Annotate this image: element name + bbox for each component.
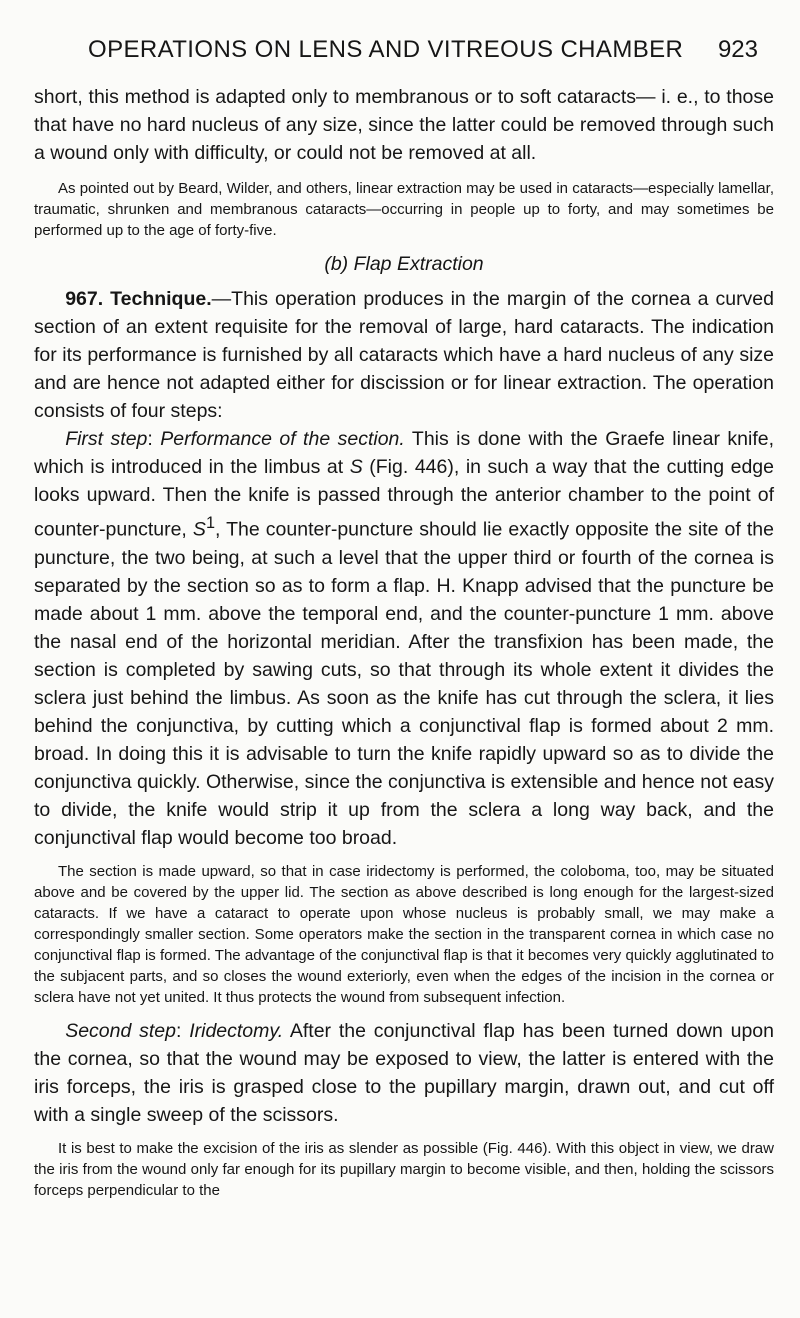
second-step-text: After the conjunctival flap has been turned down upon the cornea, so that the wound may be exposed to view, the latter is entered with the iris forceps, the iris is grasped close to the pupillary margin, drawn out, and cut off with a single sweep of the scissors.	[34, 1019, 774, 1126]
first-step-title: Performance of the section.	[160, 428, 405, 450]
first-step-text-c: , The counter-puncture should lie exactly opposite the site of the puncture, the two being, at such a level that the upper third or fourth of the cornea is separated by the section so as to form a flap. H. Knapp advised that the puncture be made about 1 mm. above the temporal end, and the counter-puncture 1 mm. above the nasal end of the horizontal meridian. After the transfixion has been made, the section is completed by sawing cuts, so that through its whole extent it divides the sclera just behind the limbus. As soon as the knife has cut through the sclera, it lies behind the conjunctiva, by cutting which a conjunctival flap is formed about 2 mm. broad. In doing this it is advisable to turn the knife rapidly upward so as to divide the conjunctiva quickly. Otherwise, since the conjunctiva is extensible and hence not easy to divide, the knife would strip it up from the sclera a long way back, and the conjunctival flap would become too broad.	[34, 518, 774, 849]
first-step-label: First step	[65, 428, 148, 450]
label-separator: :	[175, 1019, 190, 1042]
note-section-upward: The section is made upward, so that in case iridectomy is performed, the coloboma, too, may be situated above and be covered by the upper lid. The section as above described is long enough for the largest-sized cataracts. If we have a cataract to operate upon whose nucleus is probably small, we may make a correspondingly smaller section. Some operators make the section in the transparent cornea in which case no conjunctival flap is formed. The advantage of the conjunctival flap is that it becomes very quickly agglutinated to the subjacent parts, and so closes the wound exteriorly, even when the edges of the incision in the cornea or sclera have not yet united. It thus protects the wound from subsequent infection.	[34, 862, 774, 1006]
second-step-label: Second step	[65, 1019, 176, 1042]
counter-puncture-symbol: S	[192, 518, 206, 541]
counter-puncture-superscript: 1	[205, 514, 215, 532]
first-step-text-a: This is done with the Graefe linear knife, which is introduced in the limbus at	[34, 428, 774, 478]
paragraph-technique	[34, 285, 774, 425]
puncture-symbol: S	[349, 456, 363, 478]
label-separator: :	[147, 428, 161, 450]
paragraph-second-step	[34, 1017, 774, 1129]
first-step-text-b: (Fig. 446), in such a way that the cutting edge looks upward. Then the knife is passed through the anterior chamber to the point of counter-puncture,	[34, 456, 774, 541]
section-heading: (b) Flap Extraction	[324, 253, 484, 275]
page-number: 923	[717, 36, 758, 63]
paragraph-continuation: short, this method is adapted only to membranous or to soft cataracts— i. e., to those that have no hard nucleus of any size, since the latter could be removed through such a wound only with difficulty, or could not be removed at all.	[34, 86, 774, 164]
running-title: OPERATIONS ON LENS AND VITREOUS CHAMBER	[88, 36, 684, 63]
note-linear-extraction: As pointed out by Beard, Wilder, and others, linear extraction may be used in cataracts—especially lamellar, traumatic, shrunken and membranous cataracts—occurring in people up to forty, and may sometimes be performed up to the age of forty-five.	[34, 180, 774, 239]
page-body	[34, 83, 774, 1201]
page-header	[0, 36, 800, 68]
note-iris-excision: It is best to make the excision of the iris as slender as possible (Fig. 446). With this object in view, we draw the iris from the wound only far enough for its pupillary margin to become visible, and then, holding the scissors forceps perpendicular to the	[34, 1139, 774, 1199]
second-step-title: Iridectomy.	[189, 1019, 284, 1042]
technique-text: —This operation produces in the margin of the cornea a curved section of an extent requisite for the removal of large, hard cataracts. The indication for its performance is furnished by all cataracts which have a hard nucleus of any size and are hence not adapted either for discission or for linear extraction. The operation consists of four steps:	[34, 288, 774, 422]
paragraph-number-heading: 967. Technique.	[65, 288, 212, 310]
paragraph-first-step	[34, 425, 774, 852]
